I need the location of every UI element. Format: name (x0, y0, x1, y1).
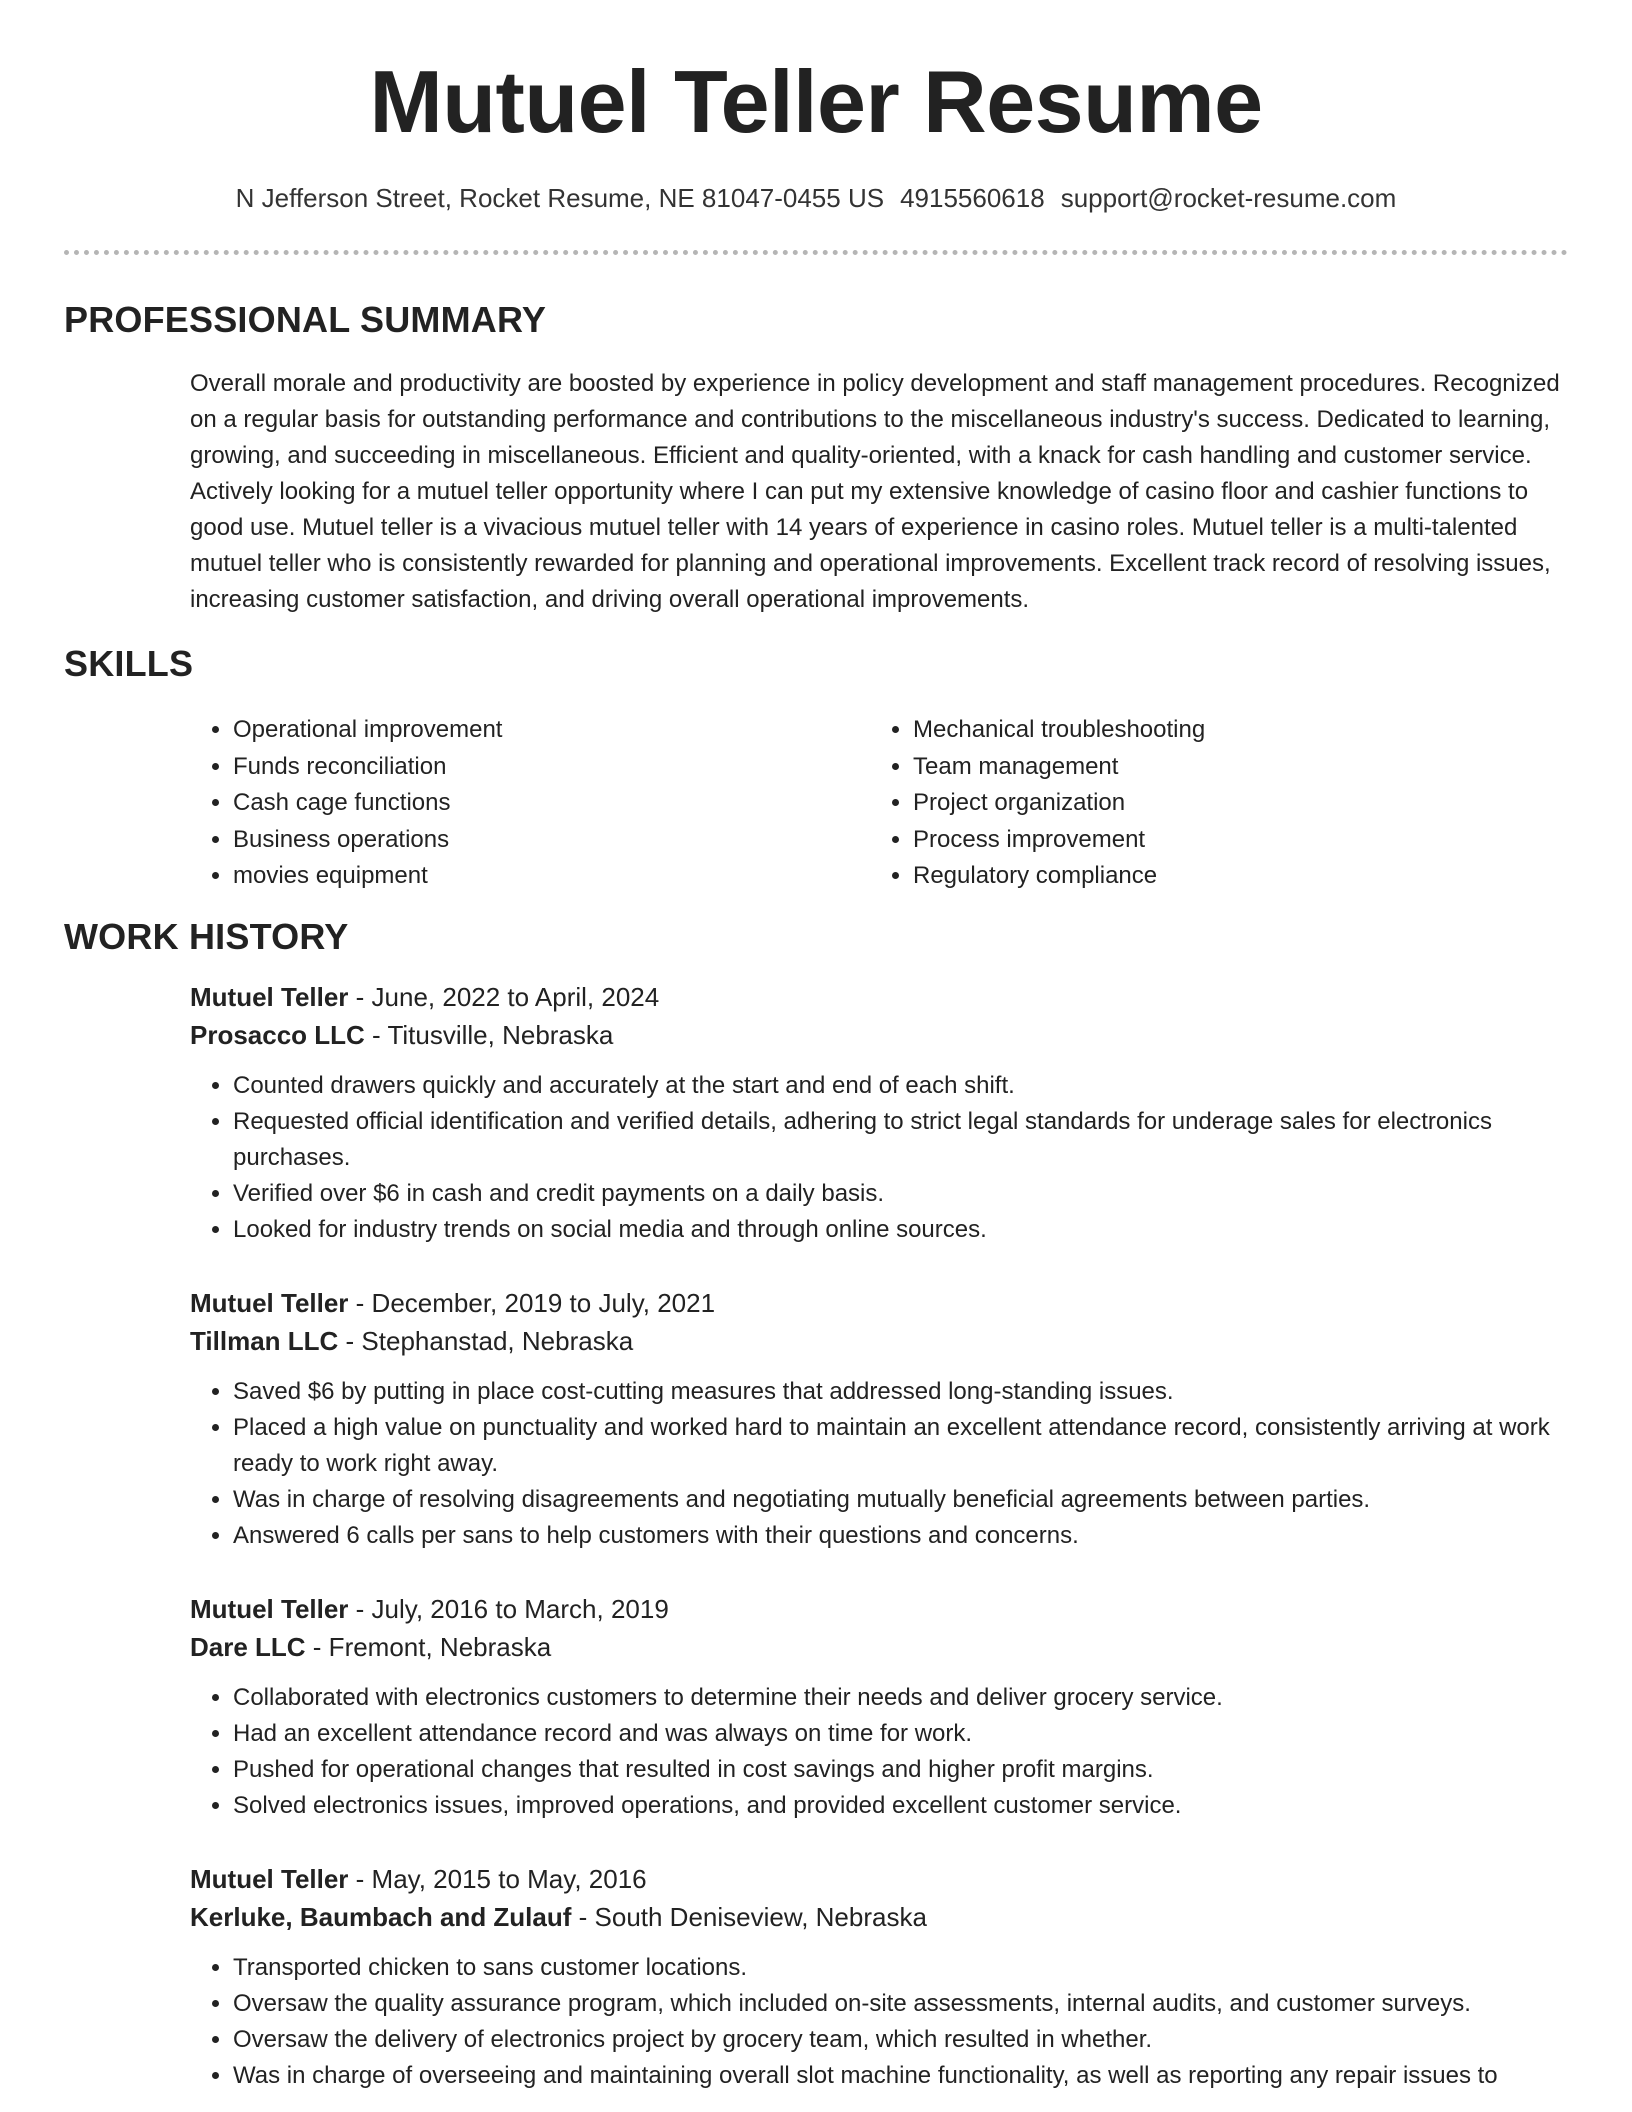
skills-column-right (870, 712, 1550, 895)
job-title: Mutuel Teller (190, 1288, 349, 1318)
job-entry (190, 1860, 1570, 2094)
job-company: Prosacco LLC (190, 1020, 365, 1050)
job-title: Mutuel Teller (190, 982, 349, 1012)
job-company: Tillman LLC (190, 1326, 339, 1356)
work-history-heading: WORK HISTORY (64, 916, 349, 957)
job-bullet: • Verified over $6 in cash and credit payments on a daily basis. (233, 1176, 1570, 1212)
contact-email: support@rocket-resume.com (1060, 183, 1397, 213)
job-bullet: • Answered 6 calls per sans to help customers with their questions and concerns. (233, 1518, 1570, 1554)
job-location: - South Deniseview, Nebraska (571, 1902, 927, 1932)
job-bullet: • Pushed for operational changes that resulted in cost savings and higher profit margins. (233, 1752, 1570, 1788)
job-bullet: • Oversaw the quality assurance program, which included on-site assessments, internal audits, and customer surveys. (233, 1986, 1570, 2022)
job-location: - Titusville, Nebraska (364, 1020, 614, 1050)
contact-line (0, 180, 1632, 216)
job-bullet: • Requested official identification and verified details, adhering to strict legal standards for underage sales for electronics purchases. (233, 1104, 1570, 1176)
job-bullet: • Placed a high value on punctuality and worked hard to maintain an excellent attendance record, consistently arriving at work ready to work right away. (233, 1410, 1570, 1482)
job-bullet: • Was in charge of resolving disagreements and negotiating mutually beneficial agreements between parties. (233, 1482, 1570, 1518)
skill-item: • Cash cage functions (233, 785, 870, 822)
skill-item: • Regulatory compliance (913, 858, 1550, 895)
job-dates: - June, 2022 to April, 2024 (348, 982, 660, 1012)
skill-item: • movies equipment (233, 858, 870, 895)
job-title: Mutuel Teller (190, 1594, 349, 1624)
resume-title: Mutuel Teller Resume (369, 52, 1263, 151)
job-entry (190, 1590, 1570, 1824)
job-bullet: • Looked for industry trends on social media and through online sources. (233, 1212, 1570, 1248)
job-dates: - May, 2015 to May, 2016 (348, 1864, 647, 1894)
job-title-line (190, 978, 1570, 1016)
skills-list (190, 712, 1570, 895)
job-dates: - December, 2019 to July, 2021 (348, 1288, 716, 1318)
job-title-line (190, 1860, 1570, 1898)
job-location: - Stephanstad, Nebraska (338, 1326, 634, 1356)
job-company-line (190, 1898, 1570, 1936)
job-entry (190, 978, 1570, 1248)
job-dates: - July, 2016 to March, 2019 (348, 1594, 669, 1624)
job-title-line (190, 1284, 1570, 1322)
skill-item: • Project organization (913, 785, 1550, 822)
job-bullet: • Was in charge of overseeing and maintaining overall slot machine functionality, as well as reporting any repair issues to (233, 2058, 1570, 2094)
job-bullets (190, 1680, 1570, 1824)
job-bullet: • Oversaw the delivery of electronics project by grocery team, which resulted in whether. (233, 2022, 1570, 2058)
skill-item: • Business operations (233, 822, 870, 859)
job-bullet: • Transported chicken to sans customer locations. (233, 1950, 1570, 1986)
job-bullets (190, 1374, 1570, 1554)
job-company-line (190, 1322, 1570, 1360)
job-title-line (190, 1590, 1570, 1628)
skill-item: • Funds reconciliation (233, 749, 870, 786)
skill-item: • Operational improvement (233, 712, 870, 749)
skills-heading: SKILLS (64, 643, 194, 684)
skills-column-left (190, 712, 870, 895)
job-company-line (190, 1628, 1570, 1666)
skill-item: • Mechanical troubleshooting (913, 712, 1550, 749)
job-company: Kerluke, Baumbach and Zulauf (190, 1902, 572, 1932)
job-bullets (190, 1950, 1570, 2094)
skill-item: • Process improvement (913, 822, 1550, 859)
skill-item: • Team management (913, 749, 1550, 786)
job-title: Mutuel Teller (190, 1864, 349, 1894)
job-company: Dare LLC (190, 1632, 306, 1662)
job-bullet: • Collaborated with electronics customers to determine their needs and deliver grocery service. (233, 1680, 1570, 1716)
summary-heading: PROFESSIONAL SUMMARY (64, 299, 547, 340)
contact-address: N Jefferson Street, Rocket Resume, NE 81047-0455 US (235, 183, 885, 213)
job-bullet: • Saved $6 by putting in place cost-cutting measures that addressed long-standing issues. (233, 1374, 1570, 1410)
contact-phone: 4915560618 (900, 183, 1045, 213)
job-bullet: • Counted drawers quickly and accurately at the start and end of each shift. (233, 1068, 1570, 1104)
job-bullet: • Had an excellent attendance record and was always on time for work. (233, 1716, 1570, 1752)
job-entry (190, 1284, 1570, 1554)
job-bullets (190, 1068, 1570, 1248)
header-divider (64, 250, 1568, 255)
job-company-line (190, 1016, 1570, 1054)
job-location: - Fremont, Nebraska (305, 1632, 552, 1662)
job-bullet: • Solved electronics issues, improved operations, and provided excellent customer service. (233, 1788, 1570, 1824)
summary-text: Overall morale and productivity are boosted by experience in policy development and staff management procedures. Recognized on a regular basis for outstanding performance and contributions to the miscellaneous industry's success. Dedicated to learning, growing, and succeeding in miscellaneous. Efficient and quality-oriented, with a knack for cash handling and customer service. Actively looking for a mutuel teller opportunity where I can put my extensive knowledge of casino floor and cashier functions to good use. Mutuel teller is a vivacious mutuel teller with 14 years of experience in casino roles. Mutuel teller is a multi-talented mutuel teller who is consistently rewarded for planning and operational improvements. Excellent track record of resolving issues, increasing customer satisfaction, and driving overall operational improvements. (190, 370, 1560, 613)
